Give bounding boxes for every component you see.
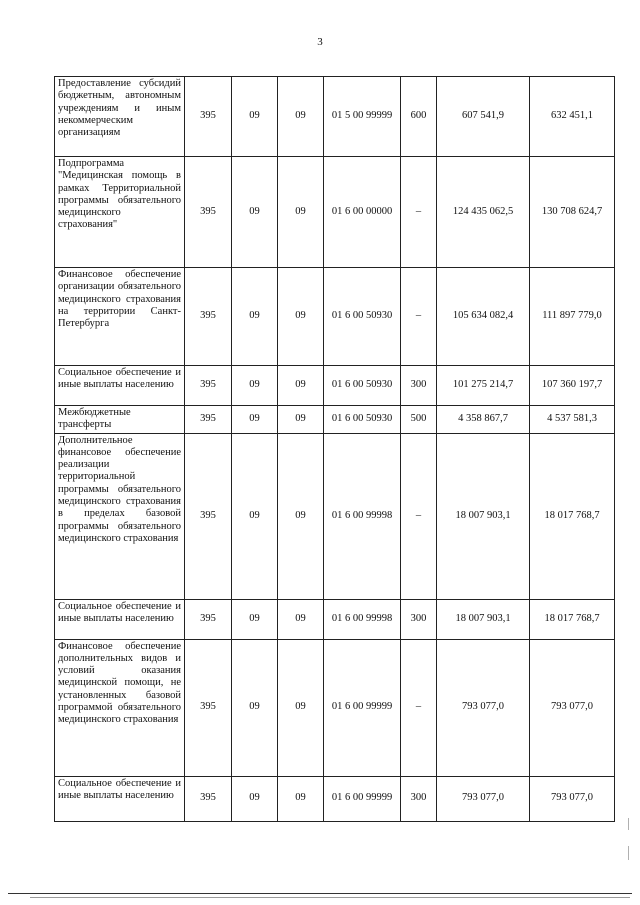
subsection-code: 09 [278,366,324,406]
item-name: Социальное обеспечение и иные выплаты населению [55,366,185,406]
target-item-code: 01 6 00 50930 [324,406,401,434]
scan-margin-mark [628,846,629,860]
amount-second-year: 107 360 197,7 [530,366,615,406]
budget-table [54,76,615,822]
amount-first-year: 105 634 082,4 [437,268,530,366]
table-row [55,599,615,639]
amount-first-year: 4 358 867,7 [437,406,530,434]
table-row [55,268,615,366]
ministry-code: 395 [185,268,232,366]
table-row [55,639,615,776]
subsection-code: 09 [278,639,324,776]
subsection-code: 09 [278,157,324,268]
ministry-code: 395 [185,599,232,639]
expense-type-code: 300 [401,599,437,639]
section-code: 09 [232,599,278,639]
item-name: Дополнительное финансовое обеспечение реализации территориальной программы обязательного медицинского страхования в пределах базовой программы обязательного медицинского страхования [55,433,185,599]
target-item-code: 01 6 00 99999 [324,639,401,776]
target-item-code: 01 6 00 00000 [324,157,401,268]
ministry-code: 395 [185,366,232,406]
ministry-code: 395 [185,406,232,434]
expense-type-code: 300 [401,366,437,406]
expense-type-code: – [401,433,437,599]
ministry-code: 395 [185,433,232,599]
table-row [55,433,615,599]
item-name: Межбюджетные трансферты [55,406,185,434]
scan-edge-line [8,893,632,894]
item-name: Социальное обеспечение и иные выплаты населению [55,599,185,639]
target-item-code: 01 6 00 99998 [324,433,401,599]
table-row [55,157,615,268]
amount-second-year: 793 077,0 [530,776,615,821]
target-item-code: 01 6 00 99999 [324,776,401,821]
expense-type-code: – [401,157,437,268]
section-code: 09 [232,366,278,406]
amount-first-year: 101 275 214,7 [437,366,530,406]
scan-edge-line [30,897,630,898]
amount-first-year: 124 435 062,5 [437,157,530,268]
target-item-code: 01 6 00 99998 [324,599,401,639]
table-row [55,77,615,157]
expense-type-code: – [401,268,437,366]
amount-first-year: 607 541,9 [437,77,530,157]
table-row [55,406,615,434]
expense-type-code: 500 [401,406,437,434]
ministry-code: 395 [185,639,232,776]
section-code: 09 [232,268,278,366]
amount-second-year: 111 897 779,0 [530,268,615,366]
subsection-code: 09 [278,599,324,639]
table-row [55,776,615,821]
amount-first-year: 793 077,0 [437,776,530,821]
ministry-code: 395 [185,157,232,268]
page-number: 3 [317,36,323,48]
subsection-code: 09 [278,77,324,157]
section-code: 09 [232,406,278,434]
target-item-code: 01 5 00 99999 [324,77,401,157]
ministry-code: 395 [185,776,232,821]
target-item-code: 01 6 00 50930 [324,268,401,366]
subsection-code: 09 [278,406,324,434]
amount-first-year: 18 007 903,1 [437,599,530,639]
subsection-code: 09 [278,776,324,821]
scan-margin-mark [628,818,629,830]
target-item-code: 01 6 00 50930 [324,366,401,406]
expense-type-code: 600 [401,77,437,157]
expense-type-code: – [401,639,437,776]
amount-second-year: 18 017 768,7 [530,433,615,599]
amount-second-year: 4 537 581,3 [530,406,615,434]
item-name: Социальное обеспечение и иные выплаты населению [55,776,185,821]
section-code: 09 [232,433,278,599]
ministry-code: 395 [185,77,232,157]
item-name: Подпрограмма "Медицинская помощь в рамках Территориальной программы обязательного медицинского страхования" [55,157,185,268]
subsection-code: 09 [278,268,324,366]
section-code: 09 [232,639,278,776]
item-name: Предоставление субсидий бюджетным, автономным учреждениям и иным некоммерческим организациям [55,77,185,157]
table-row [55,366,615,406]
section-code: 09 [232,77,278,157]
item-name: Финансовое обеспечение дополнительных видов и условий оказания медицинской помощи, не установленных базовой программой обязательного медицинского страхования [55,639,185,776]
subsection-code: 09 [278,433,324,599]
expense-type-code: 300 [401,776,437,821]
amount-second-year: 18 017 768,7 [530,599,615,639]
amount-second-year: 632 451,1 [530,77,615,157]
amount-second-year: 793 077,0 [530,639,615,776]
section-code: 09 [232,157,278,268]
item-name: Финансовое обеспечение организации обязательного медицинского страхования на территории Санкт-Петербурга [55,268,185,366]
amount-first-year: 793 077,0 [437,639,530,776]
section-code: 09 [232,776,278,821]
amount-second-year: 130 708 624,7 [530,157,615,268]
amount-first-year: 18 007 903,1 [437,433,530,599]
